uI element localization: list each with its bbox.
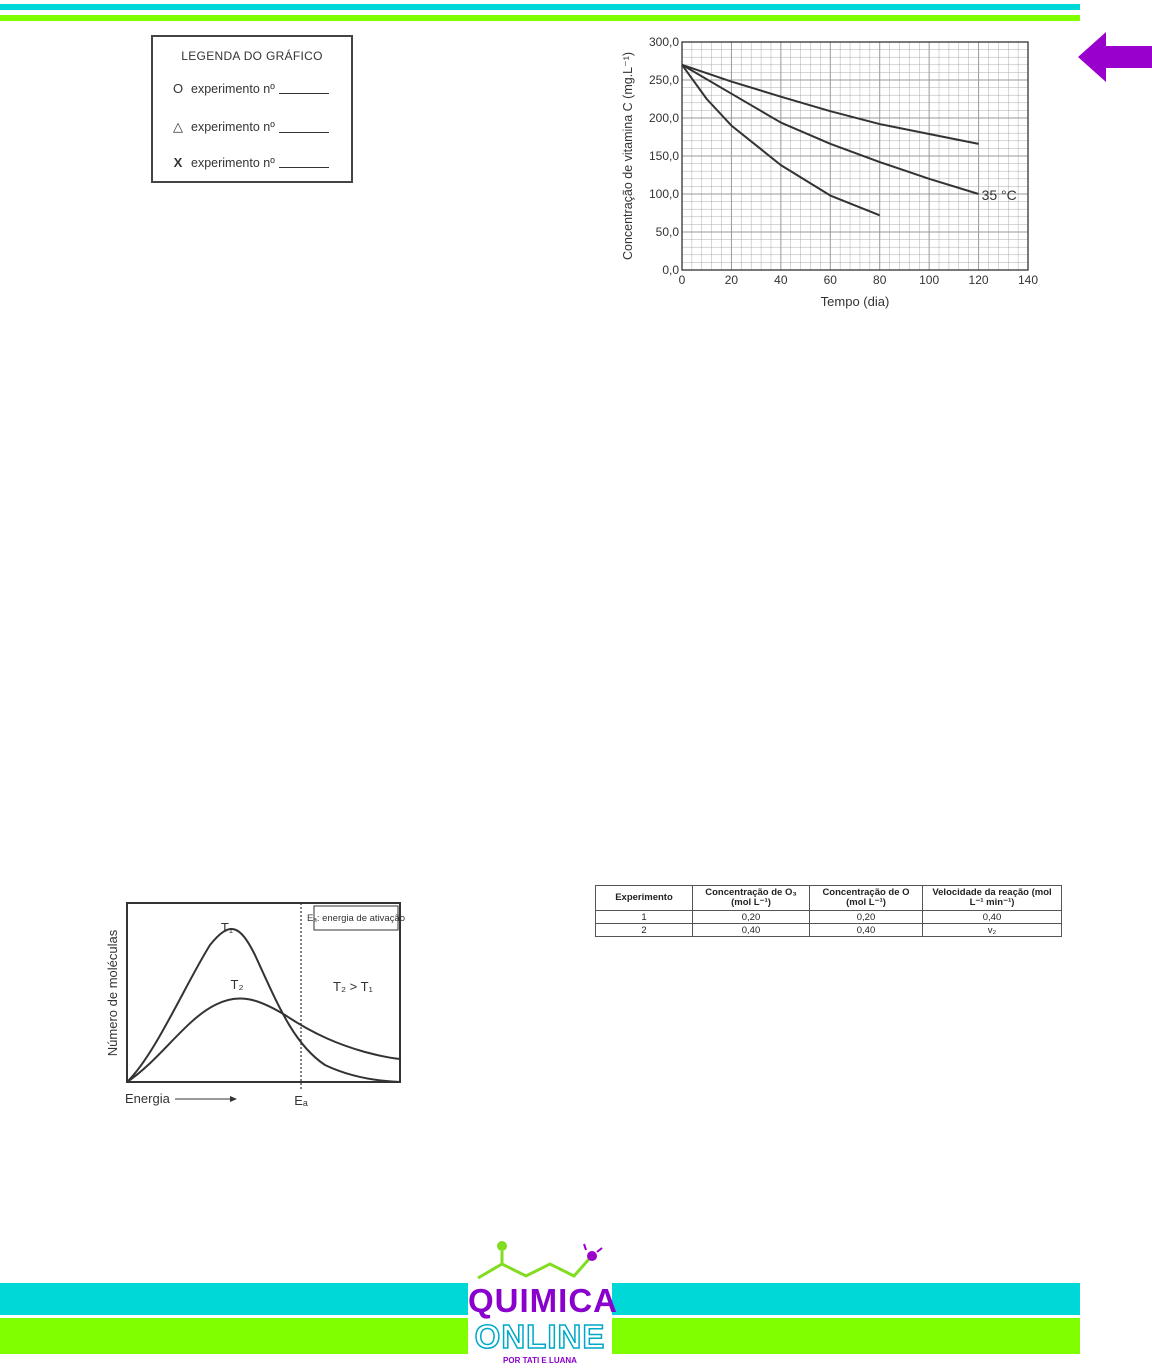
x-tick-label: 120 bbox=[968, 273, 989, 287]
table-cell: 2 bbox=[596, 924, 693, 937]
table-cell: 0,20 bbox=[693, 911, 810, 924]
top-stripe-green bbox=[0, 15, 1080, 21]
ea-legend-text: Eₐ: energia de ativação bbox=[306, 913, 406, 924]
graph-legend-box bbox=[151, 35, 353, 183]
reaction-rate-table bbox=[595, 885, 1062, 937]
y-tick-label: 0,0 bbox=[662, 263, 679, 277]
x-tick-label: 40 bbox=[774, 273, 788, 287]
y-tick-label: 300,0 bbox=[648, 35, 679, 49]
x-tick-label: 140 bbox=[1017, 273, 1039, 287]
y-tick-label: 150,0 bbox=[648, 149, 679, 163]
x-axis-label: Tempo (dia) bbox=[820, 294, 890, 309]
molecule-icon bbox=[468, 1238, 612, 1284]
table-cell: 0,40 bbox=[923, 911, 1062, 924]
logo-tagline: POR TATI E LUANA bbox=[503, 1356, 577, 1365]
top-stripe-cyan bbox=[0, 4, 1080, 10]
legend-row-x bbox=[171, 155, 329, 170]
ea-axis-label: Eₐ bbox=[294, 1093, 308, 1108]
x-tick-label: 100 bbox=[919, 273, 940, 287]
table-header-row bbox=[596, 886, 1062, 911]
left-arrow-icon bbox=[1078, 30, 1152, 84]
logo bbox=[468, 1238, 618, 1368]
curve-t1 bbox=[127, 929, 400, 1082]
table-header: Concentração de O (mol L⁻¹) bbox=[810, 886, 923, 911]
x-symbol: X bbox=[173, 155, 183, 170]
table-cell: 1 bbox=[596, 911, 693, 924]
circle-symbol: O bbox=[172, 81, 184, 96]
blank-line bbox=[279, 122, 329, 133]
table-cell: v₂ bbox=[923, 924, 1062, 937]
table-row bbox=[596, 924, 1062, 937]
table-header: Experimento bbox=[596, 886, 693, 911]
x-tick-label: 20 bbox=[724, 273, 739, 287]
y-axis-label: Concentração de vitamina C (mg.L⁻¹) bbox=[621, 51, 635, 261]
energy-distribution-chart bbox=[95, 895, 415, 1120]
legend-row-circle bbox=[171, 81, 329, 96]
table-cell: 0,40 bbox=[693, 924, 810, 937]
curve-t2 bbox=[127, 998, 400, 1082]
table-header: Concentração de O₃ (mol L⁻¹) bbox=[693, 886, 810, 911]
x-tick-label: 60 bbox=[823, 273, 837, 287]
triangle-symbol: △ bbox=[173, 119, 183, 134]
energy-arrow-head bbox=[230, 1096, 237, 1102]
blank-line bbox=[279, 157, 329, 168]
legend-row-triangle bbox=[171, 119, 329, 135]
legend-label: experimento nº bbox=[191, 155, 275, 170]
y-tick-label: 100,0 bbox=[648, 187, 679, 201]
legend-label: experimento nº bbox=[191, 120, 275, 134]
t1-label: T₁ bbox=[220, 920, 234, 935]
y-tick-label: 250,0 bbox=[648, 73, 679, 87]
logo-line-2: ONLINE bbox=[474, 1318, 606, 1355]
table-cell: 0,40 bbox=[810, 924, 923, 937]
legend-title: LEGENDA DO GRÁFICO bbox=[181, 49, 323, 63]
table-cell: 0,20 bbox=[810, 911, 923, 924]
vitamin-c-chart bbox=[610, 30, 1060, 320]
y-tick-label: 200,0 bbox=[648, 111, 679, 125]
table-header: Velocidade da reação (mol L⁻¹ min⁻¹) bbox=[923, 886, 1062, 911]
blank-line bbox=[279, 83, 329, 94]
logo-line-1: QUIMICA bbox=[468, 1282, 618, 1319]
x-tick-label: 0 bbox=[678, 273, 686, 287]
y-axis-label: Número de moléculas bbox=[105, 929, 120, 1057]
temperature-relation: T₂ > T₁ bbox=[333, 979, 373, 994]
table-row bbox=[596, 911, 1062, 924]
temperature-annotation: 35 °C bbox=[981, 187, 1017, 203]
t2-label: T₂ bbox=[230, 977, 244, 992]
legend-label: experimento nº bbox=[191, 81, 275, 96]
x-tick-label: 80 bbox=[873, 273, 887, 287]
x-axis-label: Energia bbox=[125, 1091, 170, 1106]
y-tick-label: 50,0 bbox=[655, 225, 679, 239]
